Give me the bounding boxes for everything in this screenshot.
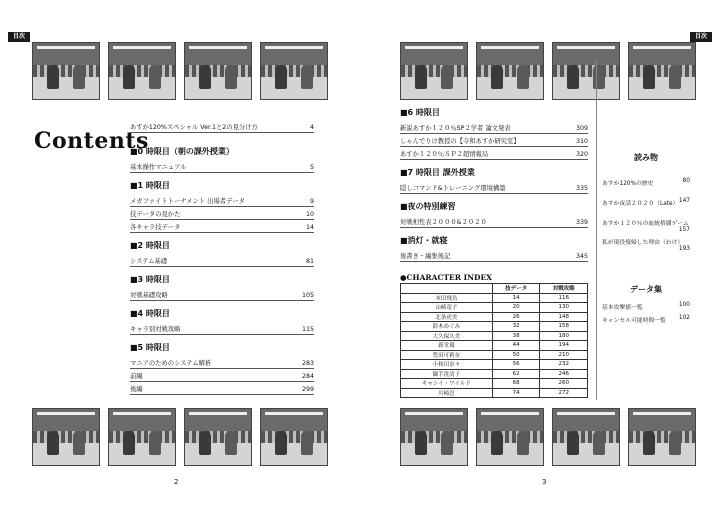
toc-page: 335 (575, 185, 588, 192)
strategy-page: 260 (540, 379, 588, 389)
tech-data-page: 14 (492, 293, 540, 303)
character-index-table (400, 283, 588, 398)
section-heading: ■1 時限目 (130, 181, 170, 190)
toc-page: 10 (305, 211, 314, 218)
toc-page: 105 (301, 292, 314, 299)
screenshot-strip-bottom (32, 408, 328, 466)
toc-page: 309 (575, 125, 588, 132)
toc-page: 4 (309, 124, 314, 131)
section-heading: ■7 時限目 課外授業 (400, 168, 475, 177)
section-heading: ■3 時限目 (130, 275, 170, 284)
page-number: 3 (542, 478, 547, 486)
game-screenshot (628, 408, 696, 466)
tech-data-page: 20 (492, 303, 540, 313)
sidebar-label: あすか夜話２０２０（Late） (602, 201, 679, 207)
game-screenshot (108, 42, 176, 100)
section-heading: ■消灯・就寝 (400, 236, 448, 245)
toc-row (130, 256, 314, 267)
character-name: 御手洗清子 (401, 369, 493, 379)
column-header: 対戦攻略 (540, 284, 588, 294)
toc-row (130, 162, 314, 173)
tech-data-page: 32 (492, 322, 540, 332)
character-name: 小和田奈々 (401, 360, 493, 370)
character-name: 山崎竜子 (401, 303, 493, 313)
toc-label: 各キャラ技データ (130, 224, 181, 231)
tech-data-page: 74 (492, 388, 540, 398)
toc-page: 339 (575, 219, 588, 226)
game-screenshot (108, 408, 176, 466)
toc-label: あすか１２０％ＳＰ２超情報局 (400, 151, 489, 158)
sidebar-label: 基本攻撃値一覧 (602, 305, 643, 311)
character-name: キャシイ・ワイルド (401, 379, 493, 389)
toc-row (400, 183, 588, 194)
character-name: 大久保久美 (401, 331, 493, 341)
sidebar-page: 102 (678, 315, 690, 321)
game-screenshot (628, 42, 696, 100)
tech-data-page: 50 (492, 350, 540, 360)
character-index-title: ●CHARACTER INDEX (400, 273, 492, 282)
strategy-page: 210 (540, 350, 588, 360)
section-heading: ■6 時限目 (400, 108, 440, 117)
strategy-page: 180 (540, 331, 588, 341)
sidebar-page: 80 (682, 178, 690, 184)
toc-page: 81 (305, 258, 314, 265)
table-row (401, 379, 588, 389)
toc-label: あすか120%スペシャル Ver.1と2の見分け方 (130, 124, 258, 131)
character-name: 豊田可莉奈 (401, 350, 493, 360)
table-row (401, 350, 588, 360)
character-name: 新堂環 (401, 341, 493, 351)
tech-data-page: 26 (492, 312, 540, 322)
tab-label: 目次 (8, 32, 30, 42)
strategy-page: 158 (540, 322, 588, 332)
sidebar-item (602, 178, 690, 187)
sidebar-label: あすか１２０％の血統格闘ゲーム (602, 221, 689, 227)
game-screenshot (32, 42, 100, 100)
screenshot-strip-bottom-right (400, 408, 696, 466)
strategy-page: 194 (540, 341, 588, 351)
table-row (401, 369, 588, 379)
toc-page: 284 (301, 373, 314, 380)
game-screenshot (260, 42, 328, 100)
toc-row (130, 324, 314, 335)
game-screenshot (184, 408, 252, 466)
toc-label: 基本操作マニュアル (130, 164, 187, 171)
toc-label: システム基礎 (130, 258, 168, 265)
sidebar-divider (596, 60, 597, 400)
table-row (401, 331, 588, 341)
table-row (401, 341, 588, 351)
screenshot-strip-top-right (400, 42, 696, 100)
toc-row (130, 196, 314, 207)
toc-page: 115 (301, 326, 314, 333)
toc-label: 隠しコマンド&トレーニング環境構築 (400, 185, 506, 192)
sidebar-item (602, 315, 690, 324)
strategy-page: 246 (540, 369, 588, 379)
toc-page: 345 (575, 253, 588, 260)
page-number: 2 (174, 478, 179, 486)
tech-data-page: 56 (492, 360, 540, 370)
strategy-page: 272 (540, 388, 588, 398)
toc-label: 前編 (130, 373, 143, 380)
character-name: 北条虎美 (401, 312, 493, 322)
table-row (401, 293, 588, 303)
toc-page: 5 (309, 164, 314, 171)
table-row (401, 312, 588, 322)
section-heading: ■夜の特別練習 (400, 202, 456, 211)
toc-row (130, 384, 314, 395)
toc-row (400, 251, 588, 262)
tech-data-page: 44 (492, 341, 540, 351)
table-row (401, 322, 588, 332)
screenshot-strip-top (32, 42, 328, 100)
toc-label: メガファイトトーナメント 出場者データ (130, 198, 245, 205)
column-header (401, 284, 493, 294)
toc-label: キャラ別対戦攻略 (130, 326, 181, 333)
toc-page: 9 (309, 198, 314, 205)
game-screenshot (476, 42, 544, 100)
strategy-page: 130 (540, 303, 588, 313)
toc-label: 対戦相性表２０００&２０２０ (400, 219, 487, 226)
toc-row (130, 371, 314, 382)
toc-page: 299 (301, 386, 314, 393)
toc-row (130, 122, 314, 133)
table-row (401, 303, 588, 313)
toc-row (400, 136, 588, 147)
toc-row (130, 290, 314, 301)
strategy-page: 148 (540, 312, 588, 322)
character-name: 鈴木めぐみ (401, 322, 493, 332)
sidebar-heading: 読み物 (634, 153, 658, 162)
toc-row (130, 209, 314, 220)
column-header: 技データ (492, 284, 540, 294)
toc-page: 320 (575, 151, 588, 158)
game-screenshot (400, 408, 468, 466)
toc-page: 14 (305, 224, 314, 231)
toc-row (400, 149, 588, 160)
sidebar-page: 193 (678, 246, 690, 252)
game-screenshot (552, 408, 620, 466)
game-screenshot (476, 408, 544, 466)
toc-row (400, 123, 588, 134)
tab-label: 目次 (690, 32, 712, 42)
toc-label: マニアのためのシステム解析 (130, 360, 212, 367)
sidebar-item (602, 218, 690, 233)
table-header-row (401, 284, 588, 294)
game-screenshot (184, 42, 252, 100)
toc-label: 技データの見かた (130, 211, 181, 218)
toc-page: 310 (575, 138, 588, 145)
strategy-page: 232 (540, 360, 588, 370)
section-heading: ■4 時限目 (130, 309, 170, 318)
sidebar-page: 157 (678, 227, 690, 233)
strategy-page: 116 (540, 293, 588, 303)
toc-row (130, 222, 314, 233)
game-screenshot (552, 42, 620, 100)
toc-row (400, 217, 588, 228)
character-name: 川崎忍 (401, 388, 493, 398)
sidebar-label: あすか120%の歴史 (602, 181, 654, 187)
table-row (401, 388, 588, 398)
toc-label: 新説あすか１２０％SP２学者 論文発表 (400, 125, 511, 132)
toc-label: しゃんでりけ教授の【令和あすか研究室】 (400, 138, 520, 145)
toc-row (130, 358, 314, 369)
section-heading: ■0 時限目（朝の課外授業） (130, 147, 234, 156)
contents-title: Contents (34, 128, 149, 154)
table-row (401, 360, 588, 370)
tech-data-page: 38 (492, 331, 540, 341)
game-screenshot (32, 408, 100, 466)
section-heading: ■5 時限目 (130, 343, 170, 352)
toc-right (400, 100, 588, 264)
sidebar-label: キャンセル可能時間一覧 (602, 318, 666, 324)
sidebar-yomimono (602, 178, 690, 256)
toc-page: 283 (301, 360, 314, 367)
tech-data-page: 68 (492, 379, 540, 389)
sidebar-page: 100 (678, 302, 690, 308)
sidebar-data (602, 302, 690, 328)
sidebar-item (602, 198, 690, 207)
character-name: 本田飛鳥 (401, 293, 493, 303)
toc-label: 後編 (130, 386, 143, 393)
sidebar-heading: データ集 (630, 285, 662, 294)
sidebar-page: 147 (678, 198, 690, 204)
toc-label: 対戦基礎攻略 (130, 292, 168, 299)
toc-left (130, 122, 314, 397)
sidebar-label: 私が現役復帰した理由（わけ） (602, 240, 684, 246)
sidebar-item (602, 302, 690, 311)
game-screenshot (260, 408, 328, 466)
section-heading: ■2 時限目 (130, 241, 170, 250)
game-screenshot (400, 42, 468, 100)
toc-label: 後書き・編集後記 (400, 253, 451, 260)
sidebar-item (602, 237, 690, 252)
tech-data-page: 62 (492, 369, 540, 379)
